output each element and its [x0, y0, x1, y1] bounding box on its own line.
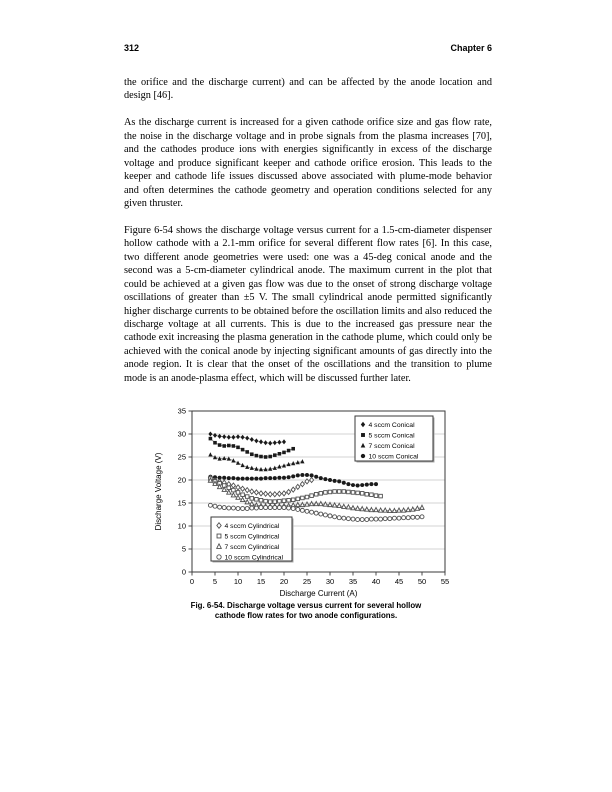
open-circle-marker	[379, 517, 383, 521]
filled-square-marker	[250, 452, 254, 456]
open-circle-marker	[392, 516, 396, 520]
open-circle-marker	[365, 518, 369, 522]
open-triangle-marker	[374, 507, 378, 511]
legend-entry-label: 7 sccm Cylindrical	[224, 544, 280, 552]
open-circle-marker	[241, 507, 245, 511]
filled-circle-marker	[328, 478, 332, 482]
open-circle-marker	[314, 511, 318, 515]
filled-circle-marker	[231, 476, 235, 480]
open-triangle-marker	[402, 508, 406, 512]
y-axis-tick-label: 35	[177, 406, 186, 416]
x-axis-tick-label: 50	[417, 577, 427, 586]
filled-triangle-marker	[222, 456, 226, 460]
open-circle-marker	[411, 515, 415, 519]
filled-circle-marker	[361, 454, 365, 458]
filled-circle-marker	[365, 483, 369, 487]
filled-circle-marker	[360, 483, 364, 487]
x-axis-tick-label: 10	[233, 577, 243, 586]
filled-square-marker	[282, 451, 286, 455]
legend-entry-label: 10 sccm Conical	[368, 453, 419, 461]
open-circle-marker	[277, 506, 281, 510]
figure-caption	[0, 601, 612, 622]
filled-square-marker	[232, 444, 236, 448]
filled-circle-marker	[282, 476, 286, 480]
legend-entry-label: 4 sccm Cylindrical	[224, 523, 280, 531]
open-diamond-marker	[254, 490, 258, 495]
open-circle-marker	[231, 506, 235, 510]
open-square-marker	[305, 495, 309, 499]
x-axis-tick-label: 25	[302, 577, 312, 586]
open-circle-marker	[296, 507, 300, 511]
filled-circle-marker	[250, 477, 254, 481]
open-diamond-marker	[310, 477, 314, 482]
open-circle-marker	[227, 506, 231, 510]
body-paragraph-3: Figure 6-54 shows the discharge voltage versus current for a 1.5-cm-diameter dispenser hollow cathode with a 2.1-mm orifice for several different flow rates [6]. In this case, two different anode geometries were used: one was a 45-deg conical anode and the second was a 5-cm-diameter cylindrical anode. The maximum current in the plot that could be achieved at a given gas flow was due to the onset of strong discharge voltage oscillations of greater than ±5 V. The small cylindrical anode permitted significantly higher discharge currents to be obtained before the oscillation limits and also reduced the discharge voltage at all currents. This is due to the increased gas pressure near the cathode exit increasing the plasma generation in the cathode plume, which could only be achieved with the conical anode by injecting significant amounts of gas directly into the anode region. It is clear that the onset of the oscillations and the transition to plume mode is an anode-plasma effect, which will be discussed further later.	[124, 224, 492, 384]
filled-square-marker	[361, 433, 365, 437]
filled-square-marker	[236, 446, 240, 450]
open-diamond-marker	[250, 489, 254, 494]
filled-square-marker	[213, 441, 217, 445]
filled-circle-marker	[351, 483, 355, 487]
open-square-marker	[324, 491, 328, 495]
open-square-marker	[250, 497, 254, 501]
open-square-marker	[245, 495, 249, 499]
open-triangle-marker	[231, 493, 235, 497]
x-axis-ticks	[190, 572, 449, 586]
open-circle-marker	[415, 515, 419, 519]
open-square-marker	[287, 498, 291, 502]
open-triangle-marker	[360, 507, 364, 511]
open-diamond-marker	[277, 491, 281, 496]
filled-circle-marker	[291, 474, 295, 478]
open-triangle-marker	[392, 508, 396, 512]
filled-circle-marker	[333, 479, 337, 483]
open-triangle-marker	[379, 508, 383, 512]
filled-diamond-marker	[245, 436, 249, 441]
open-triangle-marker	[236, 495, 240, 499]
filled-circle-marker	[264, 476, 268, 480]
filled-square-marker	[241, 448, 245, 452]
legend-entry-label: 4 sccm Conical	[368, 422, 415, 430]
open-circle-marker	[273, 506, 277, 510]
open-triangle-marker	[241, 497, 245, 501]
legend-entry-label: 5 sccm Conical	[368, 432, 415, 440]
open-triangle-marker	[369, 507, 373, 511]
open-triangle-marker	[245, 500, 249, 504]
filled-circle-marker	[342, 481, 346, 485]
open-circle-marker	[342, 516, 346, 520]
open-triangle-marker	[314, 502, 318, 506]
open-circle-marker	[236, 507, 240, 511]
open-square-marker	[241, 493, 245, 497]
filled-square-marker	[291, 447, 295, 451]
x-axis-tick-label: 15	[256, 577, 266, 586]
filled-square-marker	[255, 454, 259, 458]
open-square-marker	[347, 490, 351, 494]
filled-diamond-marker	[268, 441, 272, 446]
y-axis-label: Discharge Voltage (V)	[154, 452, 163, 531]
filled-circle-marker	[346, 482, 350, 486]
y-axis-tick-label: 30	[177, 429, 186, 439]
filled-square-marker	[259, 455, 263, 459]
open-square-marker	[259, 498, 263, 502]
filled-square-marker	[268, 455, 272, 459]
x-axis-tick-label: 45	[394, 577, 404, 586]
open-triangle-marker	[346, 505, 350, 509]
x-axis-tick-label: 55	[440, 577, 450, 586]
filled-diamond-marker	[218, 434, 222, 439]
filled-circle-marker	[305, 473, 309, 477]
filled-diamond-marker	[273, 440, 277, 445]
y-axis-tick-label: 20	[177, 475, 186, 485]
open-diamond-marker	[300, 482, 304, 487]
open-circle-marker	[323, 513, 327, 517]
open-circle-marker	[245, 507, 249, 511]
open-diamond-marker	[245, 488, 249, 493]
body-paragraph-1: the orifice and the discharge current) and can be affected by the anode location and design [46].	[124, 77, 492, 102]
filled-circle-marker	[369, 482, 373, 486]
open-circle-marker	[287, 506, 291, 510]
body-paragraph-2: As the discharge current is increased for a given cathode orifice size and gas flow rate, the noise in the discharge voltage and in probe signals from the plasma increases [70], and the cathodes produce ions with energies significantly in excess of the discharge voltage and produce significant keeper and cathode orifice erosion. This leads to the keeper and cathode life issues discussed above associated with plume-mode behavior and often determines the cathode geometry and operation conditions selected for any given thruster.	[124, 117, 492, 210]
open-triangle-marker	[337, 503, 341, 507]
open-circle-marker	[259, 506, 263, 510]
open-circle-marker	[374, 517, 378, 521]
filled-diamond-marker	[282, 439, 286, 444]
open-circle-marker	[310, 510, 314, 514]
legend-entry-label: 7 sccm Conical	[368, 443, 415, 451]
filled-circle-marker	[319, 476, 323, 480]
open-circle-marker	[282, 506, 286, 510]
figure-6-54	[145, 398, 465, 598]
open-square-marker	[296, 497, 300, 501]
chart-legend-conical	[355, 416, 435, 463]
open-diamond-marker	[273, 492, 277, 497]
y-axis-tick-label: 5	[181, 544, 186, 554]
open-circle-marker	[346, 517, 350, 521]
open-triangle-marker	[420, 505, 424, 509]
open-square-marker	[255, 498, 259, 502]
y-axis-tick-label: 0	[181, 567, 186, 577]
open-triangle-marker	[342, 504, 346, 508]
filled-triangle-marker	[208, 452, 212, 456]
open-circle-marker	[397, 516, 401, 520]
open-triangle-marker	[310, 502, 314, 506]
filled-square-marker	[227, 444, 231, 448]
open-triangle-marker	[227, 490, 231, 494]
open-circle-marker	[291, 507, 295, 511]
filled-diamond-marker	[241, 435, 245, 440]
open-circle-marker	[351, 517, 355, 521]
open-circle-marker	[319, 512, 323, 516]
open-triangle-marker	[323, 502, 327, 506]
x-axis-tick-label: 40	[371, 577, 381, 586]
open-circle-marker	[402, 516, 406, 520]
filled-circle-marker	[277, 476, 281, 480]
open-circle-marker	[208, 503, 212, 507]
open-circle-marker	[217, 555, 221, 559]
filled-square-marker	[287, 449, 291, 453]
open-circle-marker	[250, 506, 254, 510]
open-diamond-marker	[236, 485, 240, 490]
x-axis-tick-label: 35	[348, 577, 358, 586]
figure-caption-line-1: Fig. 6-54. Discharge voltage versus current for several hollow	[190, 601, 422, 610]
open-diamond-marker	[259, 491, 263, 496]
filled-diamond-marker	[264, 440, 268, 445]
open-square-marker	[232, 488, 236, 492]
filled-diamond-marker	[277, 440, 281, 445]
open-circle-marker	[360, 518, 364, 522]
open-square-marker	[379, 494, 383, 498]
open-triangle-marker	[365, 507, 369, 511]
filled-square-marker	[245, 450, 249, 454]
filled-circle-marker	[259, 477, 263, 481]
open-square-marker	[291, 498, 295, 502]
open-circle-marker	[406, 516, 410, 520]
filled-circle-marker	[236, 477, 240, 481]
filled-square-marker	[264, 455, 268, 459]
filled-circle-marker	[300, 473, 304, 477]
filled-circle-marker	[323, 477, 327, 481]
y-axis-ticks	[178, 407, 192, 577]
body-text	[124, 76, 492, 399]
open-diamond-marker	[264, 491, 268, 496]
open-circle-marker	[369, 517, 373, 521]
open-square-marker	[282, 499, 286, 503]
filled-circle-marker	[227, 476, 231, 480]
open-triangle-marker	[351, 506, 355, 510]
filled-circle-marker	[268, 476, 272, 480]
open-triangle-marker	[383, 508, 387, 512]
filled-diamond-marker	[227, 435, 231, 440]
x-axis-tick-label: 0	[189, 577, 195, 586]
y-axis-tick-label: 10	[177, 521, 186, 531]
open-square-marker	[264, 499, 268, 503]
filled-circle-marker	[287, 475, 291, 479]
open-square-marker	[310, 494, 314, 498]
filled-circle-marker	[241, 477, 245, 481]
x-axis-tick-label: 5	[212, 577, 218, 586]
filled-diamond-marker	[250, 437, 254, 442]
chart-legend-cylindrical	[211, 517, 294, 563]
filled-circle-marker	[245, 477, 249, 481]
open-circle-marker	[268, 506, 272, 510]
open-circle-marker	[420, 515, 424, 519]
open-square-marker	[278, 499, 282, 503]
x-axis-tick-label: 30	[325, 577, 335, 586]
open-circle-marker	[254, 506, 258, 510]
open-square-marker	[365, 492, 369, 496]
filled-square-marker	[209, 437, 213, 441]
open-circle-marker	[356, 518, 360, 522]
open-triangle-marker	[222, 487, 226, 491]
open-circle-marker	[264, 506, 268, 510]
open-triangle-marker	[388, 508, 392, 512]
series-5-sccm-cylindrical	[209, 477, 383, 504]
filled-circle-marker	[296, 473, 300, 477]
open-square-marker	[236, 491, 240, 495]
open-diamond-marker	[282, 491, 286, 496]
legend-entry-label: 10 sccm Cylindrical	[224, 554, 284, 562]
filled-diamond-marker	[231, 435, 235, 440]
open-diamond-marker	[287, 489, 291, 494]
filled-circle-marker	[273, 476, 277, 480]
open-square-marker	[351, 491, 355, 495]
open-circle-marker	[337, 516, 341, 520]
filled-square-marker	[222, 444, 226, 448]
discharge-voltage-chart	[145, 398, 465, 598]
open-triangle-marker	[333, 503, 337, 507]
filled-diamond-marker	[254, 438, 258, 443]
open-circle-marker	[218, 505, 222, 509]
open-square-marker	[314, 492, 318, 496]
filled-circle-marker	[254, 477, 258, 481]
open-triangle-marker	[250, 502, 254, 506]
open-square-marker	[374, 494, 378, 498]
filled-circle-marker	[314, 475, 318, 479]
open-square-marker	[356, 491, 360, 495]
x-axis-tick-label: 20	[279, 577, 289, 586]
open-triangle-marker	[305, 502, 309, 506]
open-circle-marker	[305, 509, 309, 513]
filled-circle-marker	[356, 484, 360, 488]
filled-square-marker	[218, 443, 222, 447]
filled-diamond-marker	[222, 434, 226, 439]
filled-triangle-marker	[300, 459, 304, 463]
open-circle-marker	[213, 504, 217, 508]
open-square-marker	[337, 490, 341, 494]
open-square-marker	[360, 492, 364, 496]
open-triangle-marker	[356, 506, 360, 510]
open-square-marker	[342, 490, 346, 494]
y-axis-tick-label: 15	[177, 498, 186, 508]
open-triangle-marker	[415, 506, 419, 510]
filled-diamond-marker	[208, 431, 212, 436]
open-circle-marker	[222, 506, 226, 510]
open-triangle-marker	[319, 502, 323, 506]
x-axis-label: Discharge Current (A)	[279, 589, 358, 598]
open-square-marker	[301, 496, 305, 500]
open-circle-marker	[300, 508, 304, 512]
figure-caption-line-2: cathode flow rates for two anode configurations.	[214, 611, 398, 621]
open-square-marker	[217, 534, 221, 538]
filled-square-marker	[278, 452, 282, 456]
filled-square-marker	[273, 453, 277, 457]
open-square-marker	[370, 493, 374, 497]
open-diamond-marker	[268, 492, 272, 497]
open-triangle-marker	[397, 508, 401, 512]
running-head	[124, 43, 492, 53]
open-circle-marker	[333, 515, 337, 519]
chapter-header: Chapter 6	[450, 43, 492, 53]
open-circle-marker	[383, 517, 387, 521]
open-triangle-marker	[411, 507, 415, 511]
filled-circle-marker	[337, 479, 341, 483]
filled-circle-marker	[374, 482, 378, 486]
open-square-marker	[328, 490, 332, 494]
y-axis-tick-label: 25	[177, 452, 186, 462]
page-number: 312	[124, 43, 140, 53]
open-diamond-marker	[241, 486, 245, 491]
filled-diamond-marker	[236, 434, 240, 439]
open-square-marker	[319, 492, 323, 496]
open-diamond-marker	[296, 484, 300, 489]
filled-circle-marker	[222, 476, 226, 480]
open-diamond-marker	[291, 487, 295, 492]
open-triangle-marker	[406, 507, 410, 511]
legend-entry-label: 5 sccm Cylindrical	[224, 533, 280, 541]
open-square-marker	[333, 490, 337, 494]
open-circle-marker	[388, 517, 392, 521]
open-circle-marker	[328, 514, 332, 518]
open-diamond-marker	[231, 483, 235, 488]
filled-diamond-marker	[259, 439, 263, 444]
